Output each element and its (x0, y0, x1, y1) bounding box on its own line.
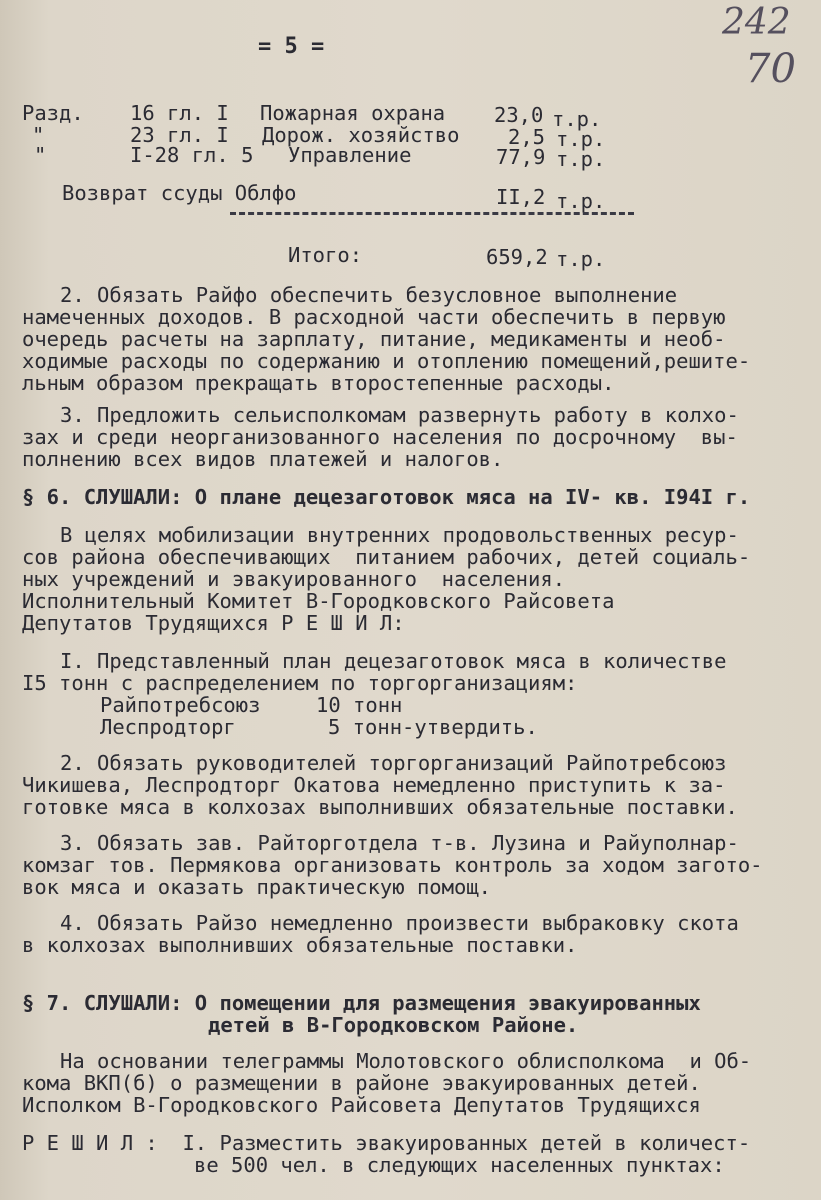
text-line: полнению всех видов платежей и налогов. (22, 447, 504, 471)
text-line: I5 тонн с распределением по торгорганизациям: (22, 671, 578, 695)
text-line: ных учреждений и эвакуированного населения. (22, 567, 566, 591)
text-line: в колхозах выполнивших обязательные поставки. (22, 933, 578, 957)
allocation-org: Леспродторг (100, 715, 236, 739)
total-unit: т.р. (556, 247, 606, 271)
budget-name: Дорож. хозяйство (262, 123, 460, 147)
text-line: На основании телеграммы Молотовского облисполкома и Об- (60, 1049, 752, 1073)
text-line: Исполком В-Городковского Райсовета Депутатов Трудящихся (22, 1093, 701, 1117)
text-line: кома ВКП(б) о размещении в районе эвакуированных детей. (22, 1071, 701, 1095)
budget-unit: т.р. (552, 107, 602, 131)
loan-return-label: Возврат ссуды Облфо (62, 181, 297, 205)
budget-code: 23 гл. I (130, 123, 229, 147)
budget-code: I-28 гл. 5 (130, 143, 254, 167)
total-amount: 659,2 (486, 245, 548, 269)
text-line: Р Е Ш И Л : I. Разместить эвакуированных детей в количест- (22, 1131, 751, 1155)
allocation-qty: 10 тонн (316, 693, 403, 717)
text-line: 4. Обязать Райзо немедленно произвести выбраковку скота (60, 911, 739, 935)
text-line: 2. Обязать руководителей торгорганизаций Райпотребсоюз (60, 751, 727, 775)
text-line: готовке мяса в колхозах выполнивших обязательные поставки. (22, 795, 738, 819)
budget-name: Управление (288, 143, 412, 167)
loan-return-unit: т.р. (556, 189, 606, 213)
text-line: Депутатов Трудящихся Р Е Ш И Л: (22, 611, 405, 635)
budget-amount: 2,5 (508, 125, 546, 149)
text-line: льным образом прекращать второстепенные расходы. (22, 371, 615, 395)
text-line: сов района обеспечивающих питанием рабочих, детей социаль- (22, 545, 751, 569)
text-line: ходимые расходы по содержанию и отоплению помещений,решите- (22, 349, 751, 373)
budget-amount: 77,9 (496, 145, 546, 169)
budget-prefix: " (34, 143, 47, 167)
text-line: комзаг тов. Пермякова организовать контроль за ходом загото- (22, 853, 763, 877)
budget-prefix: Разд. (22, 101, 84, 125)
section-6-heading: § 6. СЛУШАЛИ: О плане децезаготовок мяса на IV- кв. I94I г. (22, 485, 751, 509)
text-line: § 7. СЛУШАЛИ: О помещении для размещения эвакуированных (22, 991, 701, 1015)
text-line: 2. Обязать Райфо обеспечить безусловное выполнение (60, 283, 678, 307)
text-line: детей в В-Городковском Районе. (208, 1013, 579, 1037)
text-line: вок мяса и оказать практическую помощ. (22, 875, 491, 899)
loan-return-amount: II,2 (496, 185, 546, 209)
text-line: зах и среди неорганизованного населения по досрочному вы- (22, 425, 738, 449)
budget-name: Пожарная охрана (260, 101, 446, 125)
text-line: 3. Предложить сельисполкомам развернуть работу в колхо- (60, 403, 739, 427)
page-number: = 5 = (258, 34, 325, 59)
archive-number-bottom: 70 (745, 46, 796, 92)
text-line: В целях мобилизации внутренних продовольственных ресур- (60, 523, 739, 547)
text-line: Исполнительный Комитет В-Городковского Райсовета (22, 589, 615, 613)
text-line: намеченных доходов. В расходной части обеспечить в первую (22, 305, 726, 329)
allocation-org: Райпотребсоюз (100, 693, 261, 717)
text-line: ве 500 чел. в следующих населенных пунктах: (194, 1153, 725, 1177)
text-line: 3. Обязать зав. Райторготдела т-в. Лузина и Райуполнар- (60, 831, 739, 855)
budget-unit: т.р. (556, 147, 606, 171)
allocation-qty: 5 тонн-утвердить. (328, 715, 538, 739)
text-line: I. Представленный план децезаготовок мяса в количестве (60, 649, 727, 673)
sum-divider (230, 212, 634, 215)
archive-number-top: 242 (722, 2, 791, 43)
budget-code: 16 гл. I (130, 101, 229, 125)
text-line: Чикишева, Леспродторг Окатова немедленно приступить к за- (22, 773, 726, 797)
budget-unit: т.р. (556, 127, 606, 151)
total-label: Итого: (288, 243, 363, 267)
budget-prefix: " (32, 123, 45, 147)
budget-amount: 23,0 (494, 103, 544, 127)
text-line: очередь расчеты на зарплату, питание, медикаменты и необ- (22, 327, 726, 351)
